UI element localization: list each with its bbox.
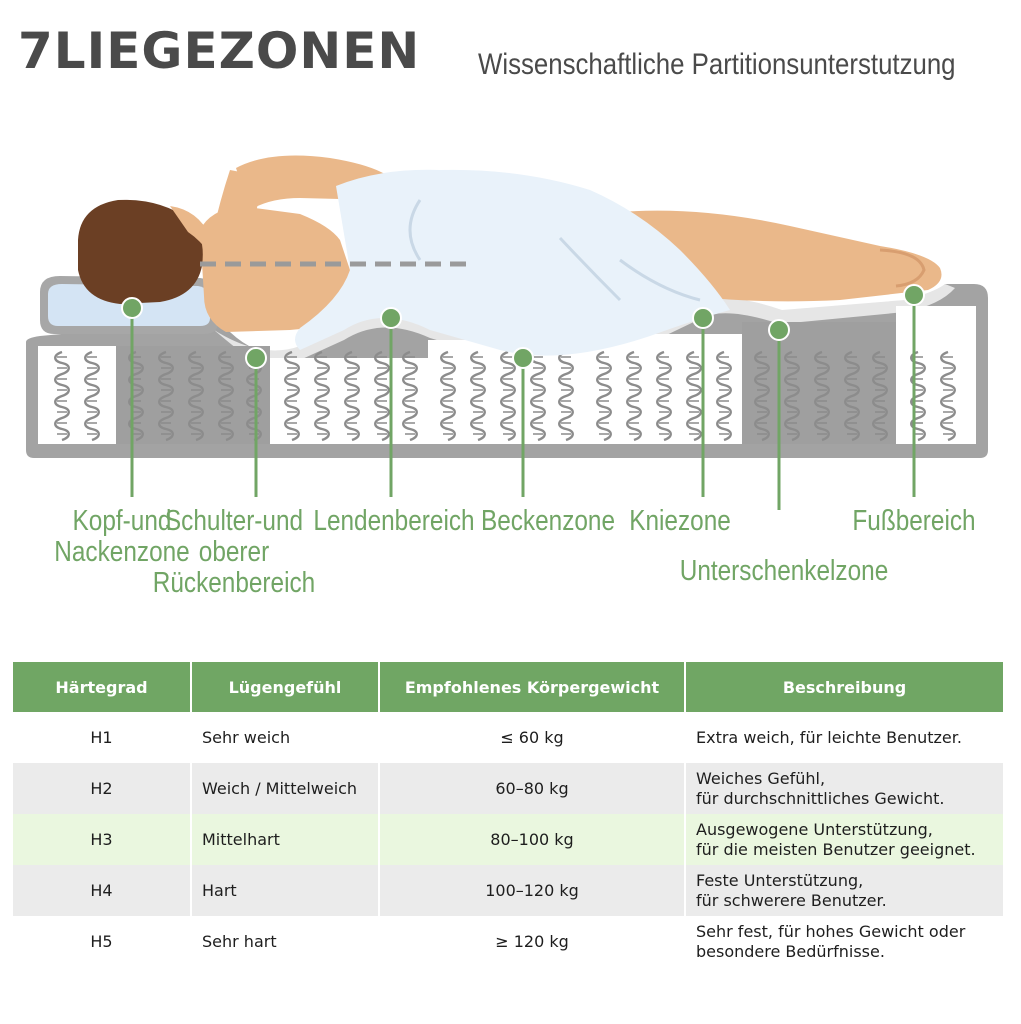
header-koerpergewicht: Empfohlenes Körpergewicht xyxy=(379,662,685,712)
zone-marker-fuss xyxy=(904,285,924,305)
header-liegegefuehl: Lügengefühl xyxy=(191,662,379,712)
zone-marker-lenden xyxy=(381,308,401,328)
table-row xyxy=(13,916,1003,967)
header-beschreibung: Beschreibung xyxy=(685,662,1003,712)
header-haertegrad: Härtegrad xyxy=(13,662,191,712)
mattress-illustration xyxy=(0,120,1021,510)
zone-label-becken: Beckenzone xyxy=(480,505,616,537)
weight-cell: 100–120 kg xyxy=(379,865,685,916)
zone-label-knie: Kniezone xyxy=(629,505,731,537)
feel-cell: Sehr hart xyxy=(191,916,379,967)
table-row xyxy=(13,763,1003,814)
feel-cell: Sehr weich xyxy=(191,712,379,763)
zone-marker-kopf xyxy=(122,298,142,318)
description-cell: Extra weich, für leichte Benutzer. xyxy=(685,712,1003,763)
zone-label-unterschenkel: Unterschenkelzone xyxy=(679,555,889,587)
weight-cell: 60–80 kg xyxy=(379,763,685,814)
table-row xyxy=(13,712,1003,763)
weight-cell: 80–100 kg xyxy=(379,814,685,865)
grade-cell: H2 xyxy=(13,763,191,814)
zone-label-lenden: Lendenbereich xyxy=(313,505,475,537)
grade-cell: H1 xyxy=(13,712,191,763)
zone-label-kopf: Kopf-und Nackenzone xyxy=(54,505,190,568)
zone-label-fuss: Fußbereich xyxy=(852,505,976,537)
zone-marker-schulter xyxy=(246,348,266,368)
weight-cell: ≤ 60 kg xyxy=(379,712,685,763)
feel-cell: Weich / Mittelweich xyxy=(191,763,379,814)
zone-marker-unterschenkel xyxy=(769,320,789,340)
grade-cell: H3 xyxy=(13,814,191,865)
description-cell: Ausgewogene Unterstützung, für die meisten Benutzer geeignet. xyxy=(685,814,1003,865)
feel-cell: Hart xyxy=(191,865,379,916)
page-subtitle: Wissenschaftliche Partitionsunterstutzung xyxy=(478,48,956,81)
zone-marker-becken xyxy=(513,348,533,368)
description-cell: Weiches Gefühl, für durchschnittliches Gewicht. xyxy=(685,763,1003,814)
description-cell: Feste Unterstützung, für schwerere Benutzer. xyxy=(685,865,1003,916)
zone-marker-knie xyxy=(693,308,713,328)
table-row xyxy=(13,865,1003,916)
grade-cell: H5 xyxy=(13,916,191,967)
grade-cell: H4 xyxy=(13,865,191,916)
weight-cell: ≥ 120 kg xyxy=(379,916,685,967)
hardness-table xyxy=(13,662,1003,967)
zone-label-schulter: Schulter-und oberer Rückenbereich xyxy=(152,505,316,599)
table-header-row xyxy=(13,662,1003,712)
description-cell: Sehr fest, für hohes Gewicht oder besondere Bedürfnisse. xyxy=(685,916,1003,967)
page-title: 7LIEGEZONEN xyxy=(18,22,421,80)
feel-cell: Mittelhart xyxy=(191,814,379,865)
table-row xyxy=(13,814,1003,865)
